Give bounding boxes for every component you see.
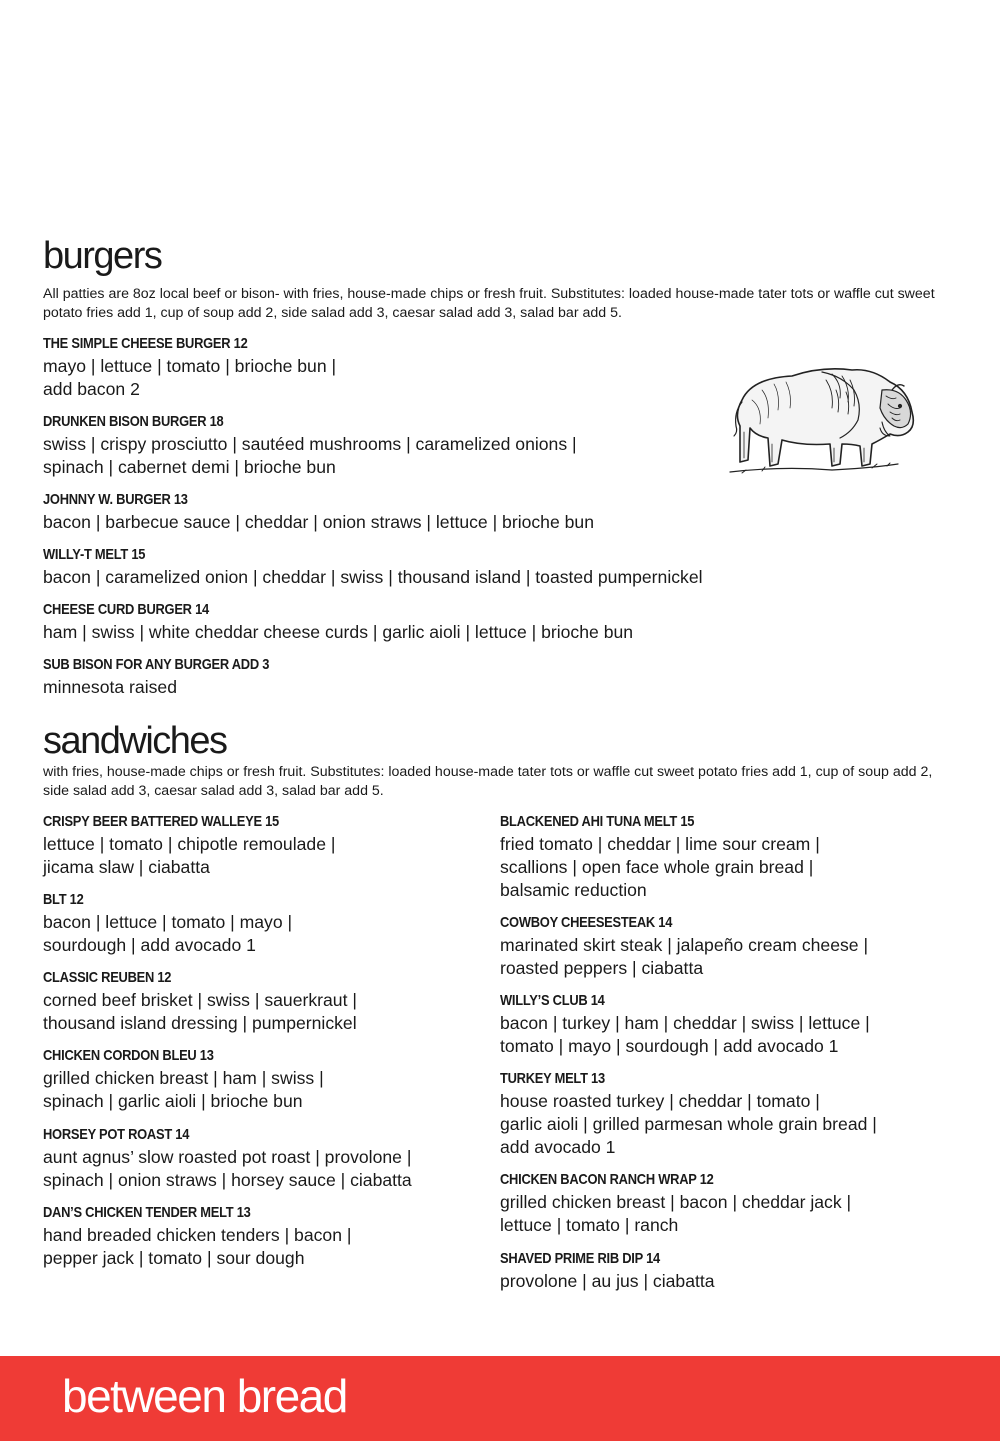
burgers-note: All patties are 8oz local beef or bison- with fries, house-made chips or fresh fruit. Substitutes: loaded house-made tater tots or waffle cut sweet potato fries add 1, cup of soup add 2, side salad add 3, caesar salad add 3, salad bar add 5. [43,286,935,321]
menu-item [43,411,577,479]
menu-item [500,912,868,980]
item-name: JOHNNY W. BURGER 13 [43,491,188,508]
item-name: CRISPY BEER BATTERED WALLEYE 15 [43,813,279,830]
footer-title: between bread [62,1370,347,1422]
item-description: provolone | au jus | ciabatta [500,1271,715,1291]
sandwiches-heading: sandwiches [43,720,227,762]
menu-item [43,1124,412,1192]
item-name: CLASSIC REUBEN 12 [43,969,172,986]
menu-item [500,1068,877,1159]
item-description: bacon | barbecue sauce | cheddar | onion straws | lettuce | brioche bun [43,512,594,532]
item-name: CHICKEN CORDON BLEU 13 [43,1047,214,1064]
item-description: corned beef brisket | swiss | sauerkraut | thousand island dressing | pumpernickel [43,990,357,1033]
item-name: THE SIMPLE CHEESE BURGER 12 [43,335,248,352]
menu-item [43,1202,351,1270]
item-name: CHEESE CURD BURGER 14 [43,601,209,618]
menu-item [500,1169,851,1237]
item-name: COWBOY CHEESESTEAK 14 [500,914,673,931]
item-description: grilled chicken breast | bacon | cheddar jack | lettuce | tomato | ranch [500,1192,852,1235]
menu-item [43,654,306,699]
bison-icon [722,360,922,480]
menu-item [500,990,870,1058]
item-description: fried tomato | cheddar | lime sour cream | scallions | open face whole grain bread | balsamic reduction [500,834,820,900]
item-description: mayo | lettuce | tomato | brioche bun | add bacon 2 [43,356,337,399]
item-name: DAN’S CHICKEN TENDER MELT 13 [43,1204,251,1221]
item-name: DRUNKEN BISON BURGER 18 [43,413,224,430]
menu-item [43,967,357,1035]
item-description: bacon | caramelized onion | cheddar | swiss | thousand island | toasted pumpernickel [43,567,703,587]
menu-item [43,544,703,589]
item-description: house roasted turkey | cheddar | tomato | garlic aioli | grilled parmesan whole grain bread | add avocado 1 [500,1091,877,1157]
menu-item [43,489,594,534]
item-name: CHICKEN BACON RANCH WRAP 12 [500,1171,714,1188]
item-description: bacon | turkey | ham | cheddar | swiss | lettuce | tomato | mayo | sourdough | add avocado 1 [500,1013,870,1056]
menu-item [43,811,335,879]
item-description: lettuce | tomato | chipotle remoulade | jicama slaw | ciabatta [43,834,336,877]
footer-band [0,1356,1000,1441]
item-description: aunt agnus’ slow roasted pot roast | provolone | spinach | onion straws | horsey sauce | ciabatta [43,1147,412,1190]
item-name: HORSEY POT ROAST 14 [43,1126,190,1143]
menu-item [500,1248,715,1293]
sandwiches-note: with fries, house-made chips or fresh fruit. Substitutes: loaded house-made tater tots or waffle cut sweet potato fries add 1, cup of soup add 2, side salad add 3, caesar salad add 3, salad bar add 5. [43,764,933,799]
burgers-heading: burgers [43,235,162,277]
item-name: WILLY-T MELT 15 [43,546,146,563]
item-description: swiss | crispy prosciutto | sautéed mushrooms | caramelized onions | spinach | cabernet demi | brioche bun [43,434,577,477]
menu-item [500,811,820,902]
item-name: BLACKENED AHI TUNA MELT 15 [500,813,695,830]
item-description: bacon | lettuce | tomato | mayo | sourdough | add avocado 1 [43,912,293,955]
item-description: minnesota raised [43,677,177,697]
item-description: hand breaded chicken tenders | bacon | pepper jack | tomato | sour dough [43,1225,352,1268]
item-description: grilled chicken breast | ham | swiss | spinach | garlic aioli | brioche bun [43,1068,324,1111]
menu-item [43,333,336,401]
item-name: BLT 12 [43,891,84,908]
item-name: SUB BISON FOR ANY BURGER ADD 3 [43,656,270,673]
item-name: TURKEY MELT 13 [500,1070,605,1087]
item-name: WILLY’S CLUB 14 [500,992,605,1009]
menu-item [43,889,292,957]
item-description: ham | swiss | white cheddar cheese curds | garlic aioli | lettuce | brioche bun [43,622,634,642]
menu-item [43,599,633,644]
item-description: marinated skirt steak | jalapeño cream cheese | roasted peppers | ciabatta [500,935,869,978]
menu-item [43,1045,324,1113]
item-name: SHAVED PRIME RIB DIP 14 [500,1250,660,1267]
